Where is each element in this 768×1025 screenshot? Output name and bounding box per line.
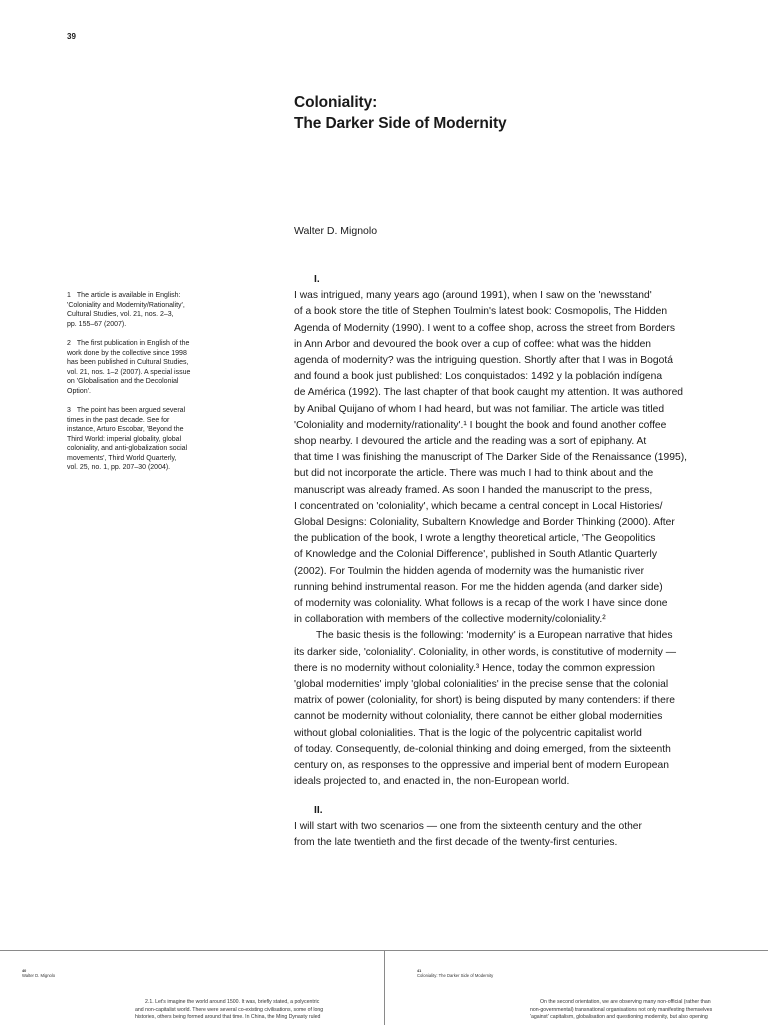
body-line: its darker side, 'coloniality'. Coloniality, in other words, is constitutive of modernity — bbox=[294, 646, 677, 658]
footnote-line: vol. 21, nos. 1–2 (2007). A special issue bbox=[67, 368, 191, 376]
body-line: there is no modernity without coloniality.³ Hence, today the common expression bbox=[294, 662, 655, 674]
body-line: cannot be modernity without coloniality, there cannot be either global modernities bbox=[294, 711, 663, 723]
body-line: ideals projected to, and enacted in, the non-European world. bbox=[294, 776, 570, 788]
body-line: de América (1992). The last chapter of that book caught my attention. It was authored bbox=[294, 387, 684, 399]
body-line: by Anibal Quijano of whom I had heard, but was not familiar. The article was titled bbox=[294, 403, 665, 415]
spread-line: On the second orientation, we are observing many non-official (rather than bbox=[540, 999, 711, 1005]
body-line: manuscript was already framed. As soon I handed the manuscript to the press, bbox=[294, 484, 653, 496]
body-line: (2002). For Toulmin the hidden agenda of modernity was the humanistic river bbox=[294, 565, 645, 577]
body-line: of modernity was coloniality. What follows is a recap of the work I have since done bbox=[294, 598, 668, 610]
body-line: century on, as responses to the oppressive and imperial bent of modern European bbox=[294, 760, 669, 772]
spread-line: 2.1. Let's imagine the world around 1500. It was, briefly stated, a polycentric bbox=[145, 999, 320, 1005]
body-line: and found a book just published: Los conquistados: 1492 y la población indígena bbox=[294, 371, 663, 383]
body-line: I concentrated on 'coloniality', which became a central concept in Local Histories/ bbox=[294, 500, 663, 512]
spread-line: and non-capitalist world. There were several co-existing civilisations, some of long bbox=[135, 1006, 324, 1013]
footnote-1 bbox=[67, 291, 237, 329]
footnote-line: The first publication in English of the bbox=[76, 340, 190, 347]
right-page-text bbox=[530, 999, 712, 1022]
body-line: Global Designs: Coloniality, Subaltern Knowledge and Border Thinking (2000). After bbox=[294, 517, 675, 529]
section-gap bbox=[294, 791, 734, 803]
body-line: that time I was finishing the manuscript of The Darker Side of the Renaissance (1995), bbox=[294, 452, 688, 464]
right-running-head: Coloniality: The Darker Side of Modernity bbox=[417, 973, 494, 978]
footnotes-column bbox=[67, 291, 237, 483]
body-line: of Knowledge and the Colonial Difference', published in South Atlantic Quarterly bbox=[294, 549, 657, 561]
body-line: I was intrigued, many years ago (around 1991), when I saw on the 'newsstand' bbox=[294, 290, 652, 302]
body-line: I will start with two scenarios — one from the sixteenth century and the other bbox=[294, 820, 642, 832]
body-line: 'global modernities' imply 'global colonialities' in the precise sense that the colonial bbox=[294, 679, 669, 691]
title-line-2: The Darker Side of Modernity bbox=[294, 115, 507, 132]
left-running-head: Walter D. Mignolo bbox=[22, 973, 56, 978]
author-name: Walter D. Mignolo bbox=[294, 225, 378, 237]
page-divider bbox=[384, 951, 385, 1025]
body-line: of a book store the title of Stephen Toulmin's latest book: Cosmopolis, The Hidden bbox=[294, 306, 668, 318]
spread-line: non-governmental) transnational organisations not only manifesting themselves bbox=[530, 1006, 713, 1013]
footnote-3 bbox=[67, 406, 237, 473]
body-line: 'Coloniality and modernity/rationality'.¹ I bought the book and found another coffee bbox=[294, 419, 667, 431]
footnote-line: movements', Third World Quarterly, bbox=[67, 454, 177, 462]
footnote-number: 2 bbox=[67, 340, 71, 347]
footnote-number: 1 bbox=[67, 292, 71, 299]
footnote-line: work done by the collective since 1998 bbox=[67, 349, 187, 357]
footnote-line: vol. 25, no. 1, pp. 207–30 (2004). bbox=[67, 464, 171, 471]
footnote-line: has been published in Cultural Studies, bbox=[67, 359, 189, 366]
body-line: running behind instrumental reason. For me the hidden agenda (and darker side) bbox=[294, 581, 663, 593]
footnote-line: 'Coloniality and Modernity/Rationality', bbox=[67, 301, 185, 309]
next-spread-preview bbox=[0, 950, 768, 1025]
footnote-line: Cultural Studies, vol. 21, nos. 2–3, bbox=[67, 311, 174, 318]
footnote-line: instance, Arturo Escobar, 'Beyond the bbox=[67, 426, 184, 433]
left-page-text bbox=[135, 999, 323, 1022]
body-line: without global colonialities. That is the logic of the polycentric capitalist world bbox=[294, 727, 642, 739]
footnote-line: on 'Globalisation and the Decolonial bbox=[67, 378, 179, 385]
body-line: matrix of power (coloniality, for short) is being disputed by many contenders: if there bbox=[294, 695, 675, 707]
section-heading-1: I. bbox=[314, 274, 320, 285]
article-title bbox=[294, 92, 507, 134]
footnote-line: pp. 155–67 (2007). bbox=[67, 320, 127, 328]
body-line: in collaboration with members of the collective modernity/coloniality.² bbox=[294, 614, 606, 626]
body-line: The basic thesis is the following: 'modernity' is a European narrative that hides bbox=[316, 630, 673, 642]
body-line: agenda of modernity? was the intriguing question. Shortly after that I was in Bogotá bbox=[294, 355, 673, 367]
footnote-line: Option'. bbox=[67, 387, 91, 395]
left-page-number: 40 bbox=[22, 969, 27, 973]
right-page-number: 41 bbox=[417, 969, 422, 973]
body-text bbox=[294, 272, 734, 851]
title-line-1: Coloniality: bbox=[294, 94, 378, 111]
body-line: from the late twentieth and the first decade of the twenty-first centuries. bbox=[294, 836, 618, 848]
body-line: of today. Consequently, de-colonial thinking and doing emerged, from the sixteenth bbox=[294, 743, 671, 755]
footnote-line: times in the past decade. See for bbox=[67, 416, 170, 424]
body-line: Agenda of Modernity (1990). I went to a coffee shop, across the street from Borders bbox=[294, 322, 675, 334]
section-heading-2: II. bbox=[314, 804, 323, 816]
footnote-number: 3 bbox=[67, 407, 71, 414]
body-line: shop nearby. I devoured the article and the reading was a sort of epiphany. At bbox=[294, 436, 647, 448]
footnote-line: The point has been argued several bbox=[76, 407, 186, 414]
footnote-2 bbox=[67, 339, 237, 396]
footnote-line: coloniality, and anti-globalization social bbox=[67, 445, 188, 452]
footnote-line: Third World: imperial globality, global bbox=[67, 435, 182, 443]
footnote-line: The article is available in English: bbox=[76, 292, 181, 299]
body-line: the publication of the book, I wrote a lengthy theoretical article, 'The Geopolitics bbox=[294, 533, 656, 545]
body-line: but did not incorporate the article. There was much I had to think about and the bbox=[294, 468, 654, 480]
spread-line: 'against' capitalism, globalisation and questioning modernity, but also opening bbox=[530, 1014, 708, 1021]
spread-line: histories, others being formed around that time. In China, the Ming Dynasty ruled bbox=[135, 1014, 321, 1021]
body-line: in Ann Arbor and devoured the book over a cup of coffee: what was the hidden bbox=[294, 338, 652, 350]
page-number: 39 bbox=[67, 32, 76, 41]
